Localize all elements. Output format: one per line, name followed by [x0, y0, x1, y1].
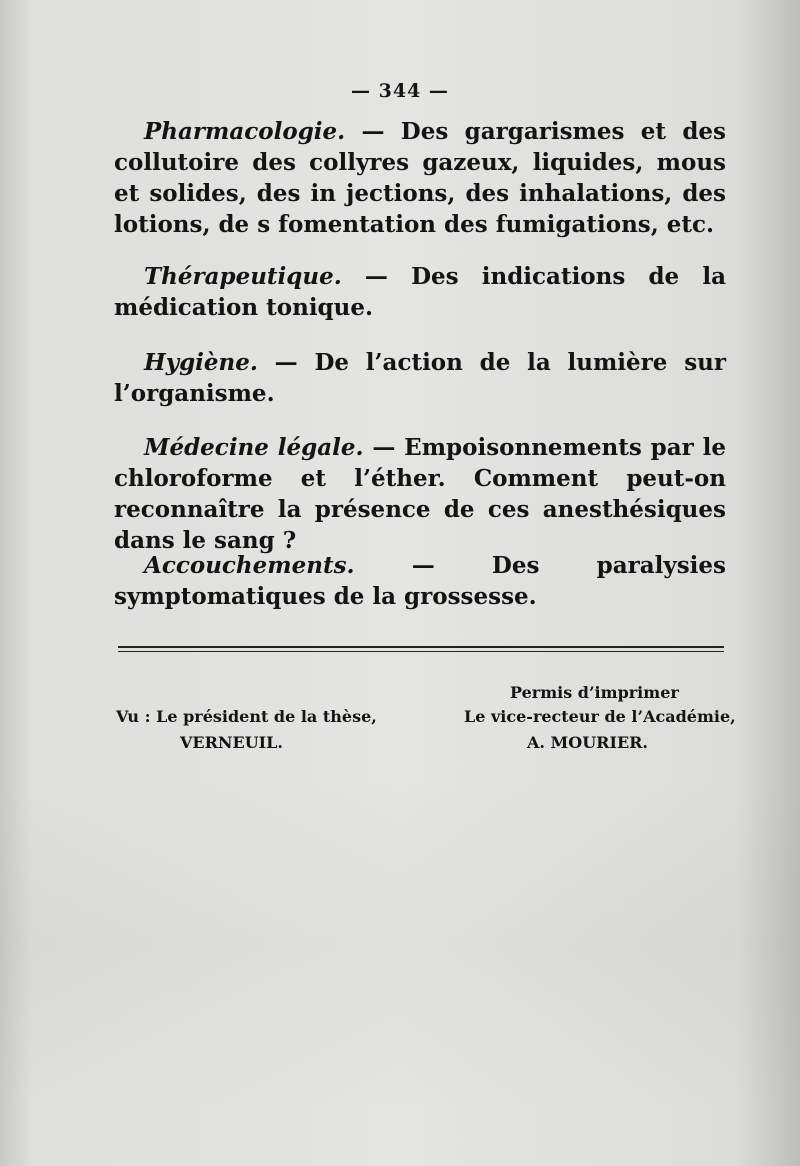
entry-text: — Des paralysies symptomatiques de la grossesse. — [114, 552, 726, 610]
separator-rule-thin — [118, 651, 724, 652]
entry-subject: Pharmacologie. — [144, 118, 346, 145]
show-through-area — [0, 780, 800, 1110]
entry-subject: Accouchements. — [144, 552, 355, 579]
vu-president-label: Vu : Le président de la thèse, — [116, 707, 377, 726]
entry-hygiene — [114, 347, 726, 409]
permis-label: Permis d’imprimer — [510, 683, 679, 702]
vice-rector-name: A. MOURIER. — [527, 733, 648, 752]
separator-rule — [118, 646, 724, 648]
entry-pharmacologie — [114, 116, 726, 240]
president-name: VERNEUIL. — [180, 733, 283, 752]
entry-text: — Empoisonnements par le chloroforme et l’éther. Comment peut-on reconnaître la présence de ces anesthésiques dans le sang ? — [114, 434, 726, 554]
page-number: — 344 — — [351, 80, 449, 102]
entry-subject: Thérapeutique. — [144, 263, 342, 290]
vice-rector-label: Le vice-recteur de l’Académie, — [464, 707, 736, 726]
entry-text: — Des gargarismes et des collutoire des collyres gazeux, liquides, mous et solides, des in jections, des inhalations, des lotions, de s fomentation des fumigations, etc. — [114, 118, 726, 238]
entry-accouchements — [114, 550, 726, 612]
entry-subject: Hygiène. — [144, 349, 258, 376]
entry-subject: Médecine légale. — [144, 434, 364, 461]
entry-medecine-legale — [114, 432, 726, 556]
entry-text: — De l’action de la lumière sur l’organisme. — [114, 349, 726, 407]
entry-text: — Des indications de la médication tonique. — [114, 263, 726, 321]
entry-therapeutique — [114, 261, 726, 323]
